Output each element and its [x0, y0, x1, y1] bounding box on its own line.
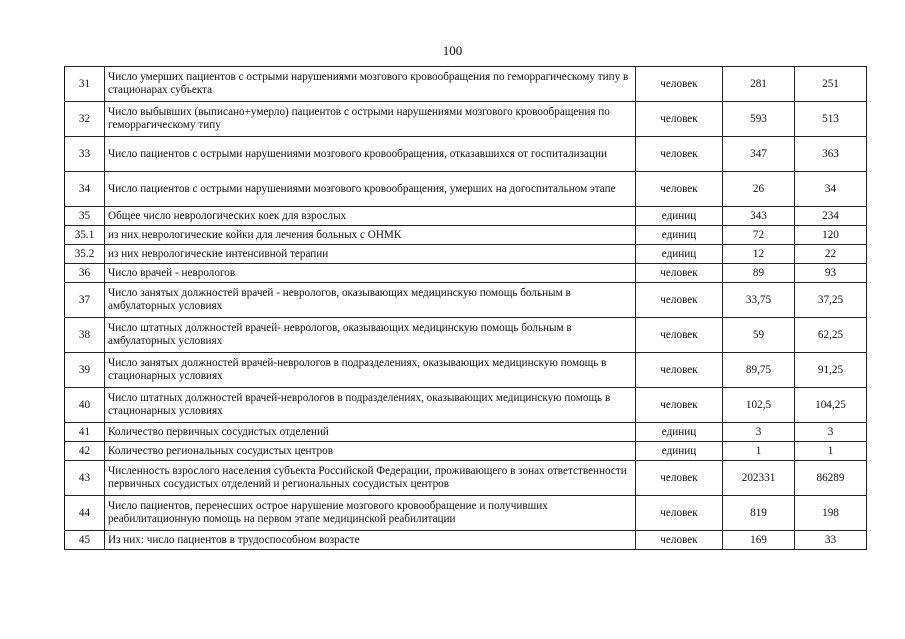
row-number: 39: [65, 353, 105, 388]
table-row: [65, 423, 867, 442]
row-value-1: 89: [723, 264, 795, 283]
row-unit: человек: [636, 264, 723, 283]
row-value-2: 34: [795, 172, 867, 207]
row-value-1: 202331: [723, 461, 795, 496]
row-value-1: 819: [723, 496, 795, 531]
row-value-1: 12: [723, 245, 795, 264]
table-row: [65, 207, 867, 226]
row-unit: единиц: [636, 207, 723, 226]
table-row: [65, 531, 867, 550]
row-number: 40: [65, 388, 105, 423]
row-description: из них неврологические койки для лечения больных с ОНМК: [105, 226, 636, 245]
row-unit: единиц: [636, 423, 723, 442]
row-description: Число врачей - неврологов: [105, 264, 636, 283]
row-number: 38: [65, 318, 105, 353]
row-number: 33: [65, 137, 105, 172]
row-value-1: 593: [723, 102, 795, 137]
row-description: Число занятых должностей врачей - неврологов, оказывающих медицинскую помощь больным в амбулаторных условиях: [105, 283, 636, 318]
row-description: Общее число неврологических коек для взрослых: [105, 207, 636, 226]
row-description: Число выбывших (выписано+умерло) пациентов с острыми нарушениями мозгового кровообращения по геморрагическому типу: [105, 102, 636, 137]
page-number: 100: [442, 43, 463, 58]
row-unit: человек: [636, 102, 723, 137]
row-unit: человек: [636, 353, 723, 388]
row-description: Число штатных должностей врачей-неврологов в подразделениях, оказывающих медицинскую помощь в стационарных условиях: [105, 388, 636, 423]
row-unit: человек: [636, 137, 723, 172]
row-value-2: 86289: [795, 461, 867, 496]
row-unit: человек: [636, 531, 723, 550]
row-unit: человек: [636, 318, 723, 353]
table-row: [65, 102, 867, 137]
row-description: Число пациентов, перенесших острое нарушение мозгового кровообращение и получивших реабилитационную помощь на первом этапе медицинской реабилитации: [105, 496, 636, 531]
row-description: Число пациентов с острыми нарушениями мозгового кровообращения, отказавшихся от госпитализации: [105, 137, 636, 172]
row-number: 43: [65, 461, 105, 496]
table-row: [65, 67, 867, 102]
row-value-2: 234: [795, 207, 867, 226]
row-unit: единиц: [636, 226, 723, 245]
row-number: 35.2: [65, 245, 105, 264]
row-number: 31: [65, 67, 105, 102]
statistics-table: [64, 66, 867, 550]
row-value-1: 89,75: [723, 353, 795, 388]
table-row: [65, 283, 867, 318]
row-value-2: 363: [795, 137, 867, 172]
row-description: Число штатных должностей врачей- неврологов, оказывающих медицинскую помощь больным в амбулаторных условиях: [105, 318, 636, 353]
row-number: 42: [65, 442, 105, 461]
row-number: 35: [65, 207, 105, 226]
row-unit: единиц: [636, 442, 723, 461]
row-description: Число занятых должностей врачей-неврологов в подразделениях, оказывающих медицинскую помощь в стационарных условиях: [105, 353, 636, 388]
table-row: [65, 318, 867, 353]
row-unit: единиц: [636, 245, 723, 264]
row-value-2: 251: [795, 67, 867, 102]
row-description: Количество региональных сосудистых центров: [105, 442, 636, 461]
row-value-2: 37,25: [795, 283, 867, 318]
row-value-1: 347: [723, 137, 795, 172]
row-value-1: 3: [723, 423, 795, 442]
row-number: 45: [65, 531, 105, 550]
row-description: Число умерших пациентов с острыми нарушениями мозгового кровообращения по геморрагическому типу в стационарах субъекта: [105, 67, 636, 102]
row-value-1: 169: [723, 531, 795, 550]
row-value-1: 343: [723, 207, 795, 226]
row-description: Численность взрослого населения субъекта Российской Федерации, проживающего в зонах ответственности первичных сосудистых отделений и региональных сосудистых центров: [105, 461, 636, 496]
row-value-1: 33,75: [723, 283, 795, 318]
row-value-1: 281: [723, 67, 795, 102]
row-value-2: 33: [795, 531, 867, 550]
table-row: [65, 226, 867, 245]
row-value-2: 1: [795, 442, 867, 461]
row-unit: человек: [636, 67, 723, 102]
row-description: из них неврологические интенсивной терапии: [105, 245, 636, 264]
row-value-1: 72: [723, 226, 795, 245]
row-unit: человек: [636, 461, 723, 496]
row-value-2: 513: [795, 102, 867, 137]
table-row: [65, 264, 867, 283]
table-row: [65, 388, 867, 423]
table-row: [65, 353, 867, 388]
row-number: 32: [65, 102, 105, 137]
row-unit: человек: [636, 496, 723, 531]
row-value-2: 91,25: [795, 353, 867, 388]
table-row: [65, 496, 867, 531]
row-value-2: 104,25: [795, 388, 867, 423]
row-value-2: 22: [795, 245, 867, 264]
row-value-1: 102,5: [723, 388, 795, 423]
row-number: 37: [65, 283, 105, 318]
row-description: Количество первичных сосудистых отделений: [105, 423, 636, 442]
row-number: 34: [65, 172, 105, 207]
table-row: [65, 172, 867, 207]
row-number: 36: [65, 264, 105, 283]
table-row: [65, 137, 867, 172]
row-description: Из них: число пациентов в трудоспособном возрасте: [105, 531, 636, 550]
row-value-1: 1: [723, 442, 795, 461]
row-unit: человек: [636, 388, 723, 423]
row-value-2: 120: [795, 226, 867, 245]
table-row: [65, 442, 867, 461]
row-value-1: 26: [723, 172, 795, 207]
row-value-2: 93: [795, 264, 867, 283]
row-number: 44: [65, 496, 105, 531]
row-number: 41: [65, 423, 105, 442]
table-row: [65, 245, 867, 264]
row-value-2: 3: [795, 423, 867, 442]
row-value-1: 59: [723, 318, 795, 353]
row-unit: человек: [636, 283, 723, 318]
row-value-2: 62,25: [795, 318, 867, 353]
row-unit: человек: [636, 172, 723, 207]
row-description: Число пациентов с острыми нарушениями мозгового кровообращения, умерших на догоспитальном этапе: [105, 172, 636, 207]
row-number: 35.1: [65, 226, 105, 245]
table-row: [65, 461, 867, 496]
row-value-2: 198: [795, 496, 867, 531]
